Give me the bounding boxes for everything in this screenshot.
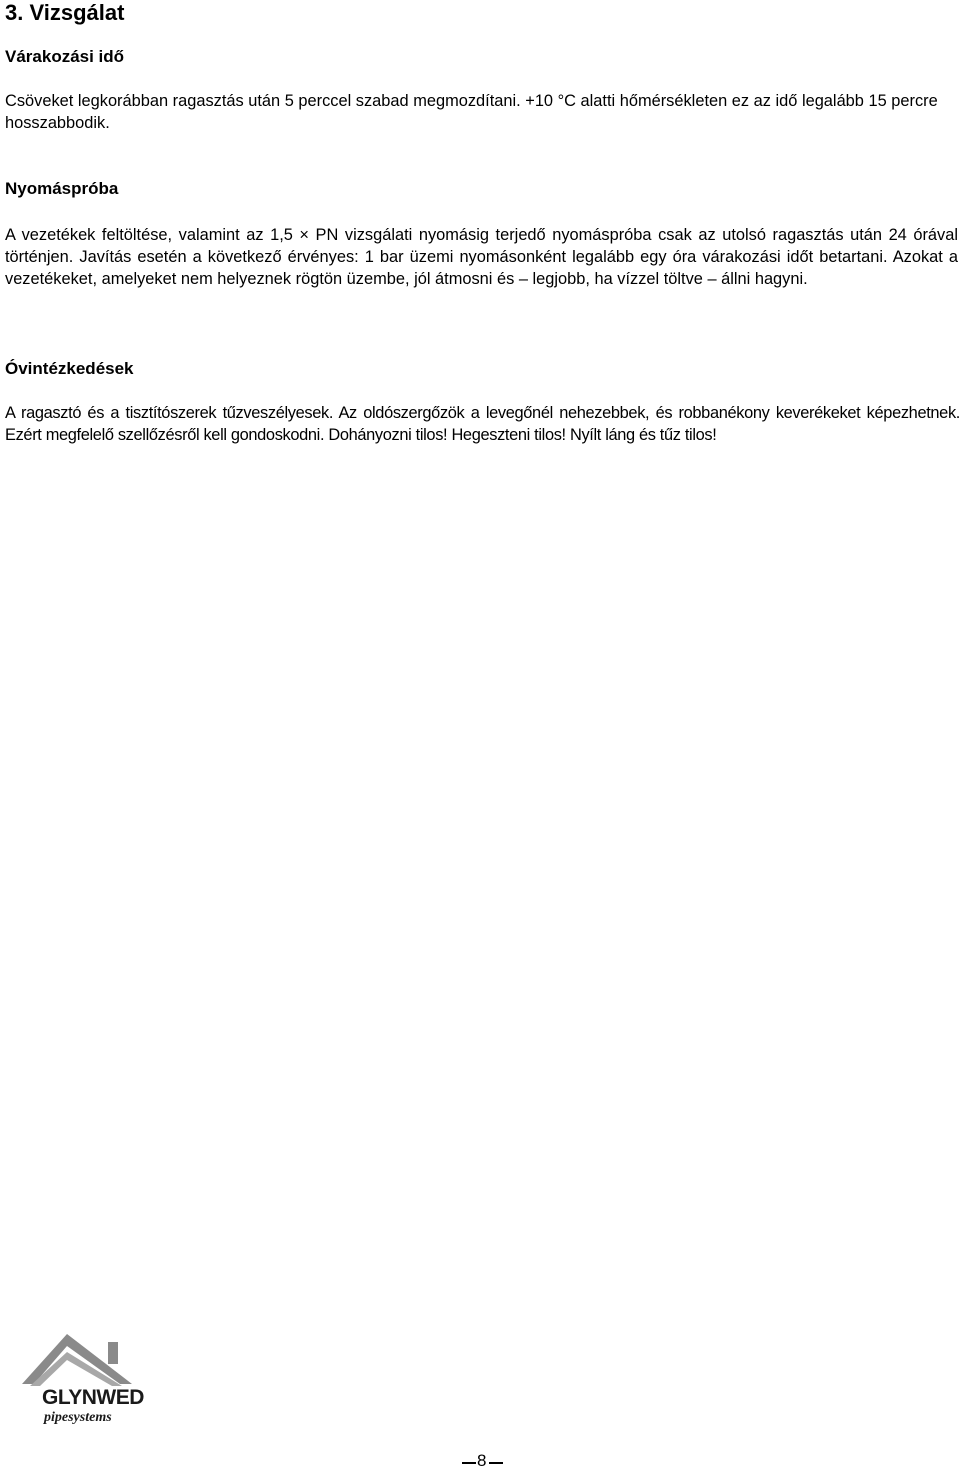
document-content — [5, 0, 960, 444]
section-title: 3. Vizsgálat — [5, 0, 125, 25]
heading-ovintezkedesek: Óvintézkedések — [5, 359, 134, 378]
logo-brand-name: GLYNWED — [42, 1386, 144, 1409]
page-number-value: 8 — [477, 1451, 487, 1470]
heading-varakozasi-ido: Várakozási idő — [5, 47, 125, 66]
logo-subtitle: pipesystems — [44, 1410, 112, 1425]
page-number-dash-right — [489, 1462, 503, 1464]
paragraph-ovintezkedesek: A ragasztó és a tisztítószerek tűzveszélyesek. Az oldószergőzök a levegőnél nehezebbek, és robbanékony keverékeket képezhetnek. Ezért megfelelő szellőzésről kell gondoskodni. Dohányozni tilos! Hegeszteni tilos! Nyílt láng és tűz tilos! — [5, 404, 960, 444]
paragraph-varakozasi-ido: Csöveket legkorábban ragasztás után 5 perccel szabad megmozdítani. +10 °C alatti hőmérsékleten ez az idő legalább 15 percre hosszabbodik. — [5, 92, 938, 132]
paragraph-nyomasproba: A vezetékek feltöltése, valamint az 1,5 × PN vizsgálati nyomásig terjedő nyomáspróba csak az utolsó ragasztás után 24 órával történjen. Javítás esetén a következő érvényes: 1 bar üzemi nyomásonként legalább egy óra várakozási időt betartani. Azokat a vezetékeket, amelyeket nem helyeznek rögtön üzembe, jól átmosni és – legjobb, ha vízzel töltve – állni hagyni. — [5, 226, 958, 288]
page-number-dash-left — [462, 1462, 476, 1464]
heading-nyomasproba: Nyomáspróba — [5, 179, 119, 198]
page-number — [477, 1450, 486, 1472]
